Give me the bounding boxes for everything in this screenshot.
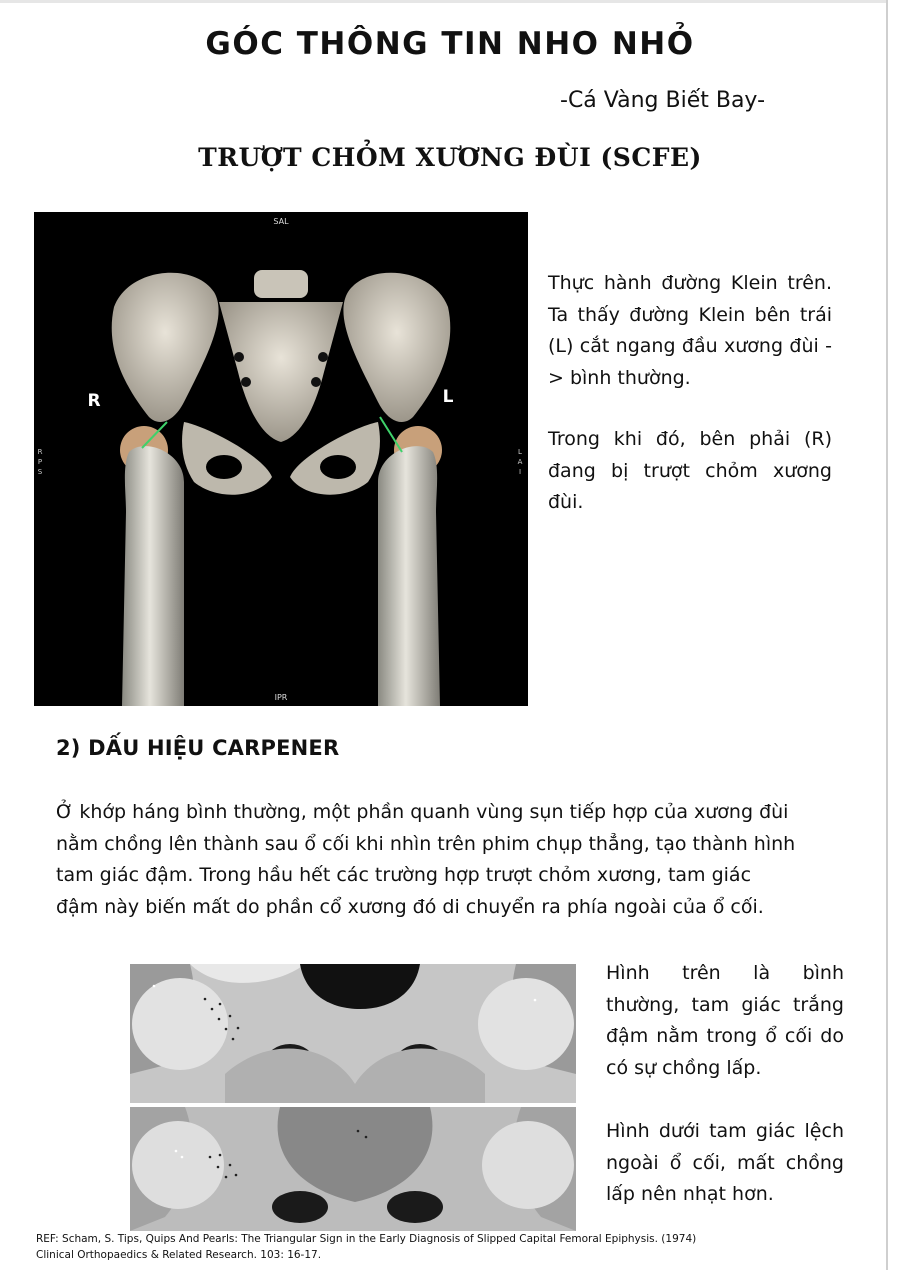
ct-label-bottom: IPR xyxy=(274,693,288,702)
ct-edge-left-1: P xyxy=(37,458,43,466)
klein-paragraph-2: Trong khi đó, bên phải (R) đang bị trượt chỏm xương đùi. xyxy=(548,428,832,513)
left-femur xyxy=(378,446,440,706)
section-heading: 2) DẤU HIỆU CARPENER xyxy=(56,736,340,760)
page-title: GÓC THÔNG TIN NHO NHỎ xyxy=(205,26,695,62)
ct-edge-right-0: L xyxy=(518,448,522,456)
klein-paragraph-1: Thực hành đường Klein trên. Ta thấy đường Klein bên trái (L) cắt ngang đầu xương đùi -> bình thường. xyxy=(548,272,832,389)
author-signature: -Cá Vàng Biết Bay- xyxy=(560,88,766,113)
ct-label-top: SAL xyxy=(273,217,289,226)
xray-scfe-image xyxy=(130,1107,576,1231)
lumbar-vertebra xyxy=(254,270,308,298)
xray-normal-image xyxy=(130,964,576,1103)
ct-label-l: L xyxy=(442,387,454,407)
xray-paragraph-2: Hình dưới tam giác lệch ngoài ổ cối, mất chồng lấp nên nhạt hơn. xyxy=(606,1120,844,1205)
page-right-edge xyxy=(886,0,900,1270)
section-body: Ở khớp háng bình thường, một phần quanh vùng sụn tiếp hợp của xương đùi nằm chồng lên thành sau ổ cối khi nhìn trên phim chụp thẳng, tạo thành hình tam giác đậm. Trong hầu hết các trường hợp trượt chỏm xương, tam giác đậm này biến mất do phần cổ xương đó di chuyển ra phía ngoài của ổ cối. xyxy=(56,801,796,918)
reference-line-1: REF: Scham, S. Tips, Quips And Pearls: The Triangular Sign in the Early Diagnosis of Slipped Capital Femoral Epiphysis. (1974) xyxy=(36,1233,697,1245)
ct-edge-right-2: I xyxy=(518,468,522,476)
ct-label-r: R xyxy=(87,391,101,411)
right-femur xyxy=(122,446,184,706)
ct-pelvis-image xyxy=(34,212,528,706)
ct-edge-left-2: S xyxy=(37,468,43,476)
page-top-edge xyxy=(0,0,900,3)
ct-edge-left-0: R xyxy=(37,448,43,456)
ct-edge-right-1: A xyxy=(517,458,523,466)
reference xyxy=(36,1231,876,1263)
reference-line-2: Clinical Orthopaedics & Related Research. 103: 16-17. xyxy=(36,1249,322,1261)
article-subtitle: TRƯỢT CHỎM XƯƠNG ĐÙI (SCFE) xyxy=(198,143,702,172)
xray-paragraph-1: Hình trên là bình thường, tam giác trắng đậm nằm trong ổ cối do có sự chồng lấp. xyxy=(606,962,844,1079)
